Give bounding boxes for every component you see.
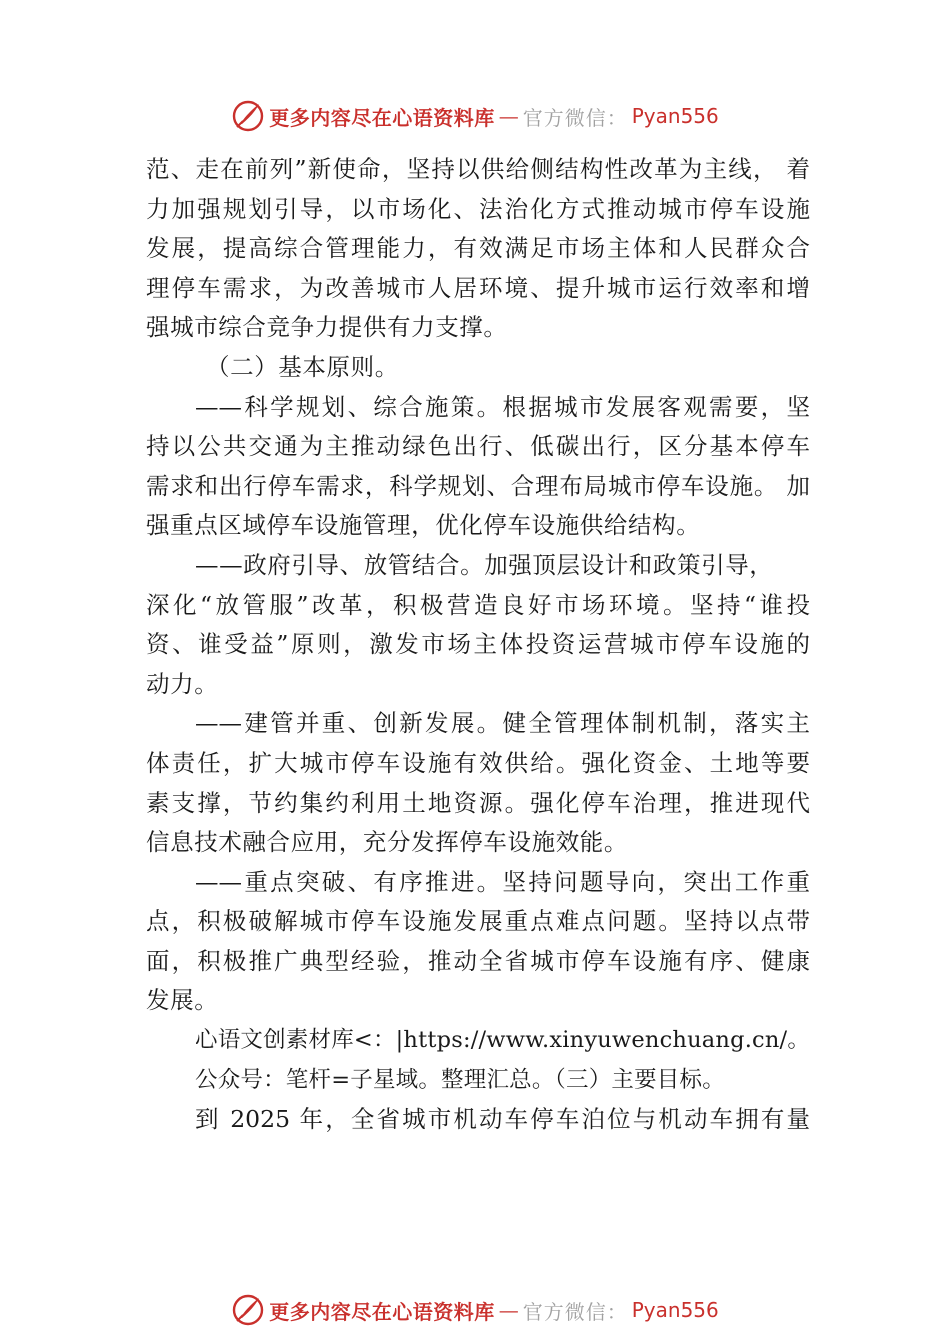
watermark-dash: —	[498, 104, 519, 128]
paragraph-line: 资、谁受益”原则，激发市场主体投资运营城市停车设施的	[146, 630, 810, 659]
paragraph-line: 范、走在前列”新使命，坚持以供给侧结构性改革为主线， 着	[146, 155, 810, 183]
document-body	[146, 150, 810, 1140]
source-note-line: 公众号：笔杆=子星域。整理汇总。（三）主要目标。	[195, 1066, 725, 1093]
section-heading: （二）基本原则。	[206, 352, 399, 381]
paragraph-line: 点，积极破解城市停车设施发展重点难点问题。坚持以点带	[146, 907, 810, 936]
header-watermark	[0, 96, 950, 136]
paragraph-line: ——政府引导、放管结合。加强顶层设计和政策引导，	[195, 550, 774, 579]
paragraph-line: 信息技术融合应用，充分发挥停车设施效能。	[146, 828, 628, 857]
paragraph-line: 发展。	[146, 986, 219, 1015]
feather-seal-icon	[231, 1293, 265, 1327]
watermark-wechat-label: 官方微信：	[522, 1299, 628, 1324]
feather-seal-icon	[231, 99, 265, 133]
source-note-line: 心语文创素材库<：|https://www.xinyuwenchuang.cn/。	[195, 1027, 810, 1054]
watermark-library-text: 更多内容尽在心语资料库	[269, 1299, 495, 1324]
paragraph-line: 力加强规划引导，以市场化、法治化方式推动城市停车设施	[146, 194, 810, 223]
paragraph-line: 深化“放管服”改革，积极营造良好市场环境。坚持“谁投	[146, 590, 810, 619]
watermark-wechat-id: Pyan556	[631, 1298, 719, 1322]
paragraph-line: 发展，提高综合管理能力，有效满足市场主体和人民群众合	[146, 234, 810, 263]
paragraph-line: 需求和出行停车需求，科学规划、合理布局城市停车设施。 加	[146, 471, 810, 500]
paragraph-line: 强城市综合竞争力提供有力支撑。	[146, 313, 508, 342]
paragraph-line: 强重点区域停车设施管理，优化停车设施供给结构。	[146, 511, 701, 540]
paragraph-line: 面，积极推广典型经验，推动全省城市停车设施有序、健康	[146, 946, 810, 975]
paragraph-line: 持以公共交通为主推动绿色出行、低碳出行，区分基本停车	[146, 432, 810, 461]
paragraph-line: ——重点突破、有序推进。坚持问题导向，突出工作重	[195, 867, 810, 896]
footer-watermark	[0, 1290, 950, 1330]
watermark-library-text: 更多内容尽在心语资料库	[269, 105, 495, 130]
paragraph-line: 素支撑，节约集约利用土地资源。强化停车治理，推进现代	[146, 788, 810, 817]
watermark-dash: —	[498, 1298, 519, 1322]
paragraph-line: ——科学规划、综合施策。根据城市发展客观需要，坚	[195, 392, 810, 421]
watermark-wechat-id: Pyan556	[631, 104, 719, 128]
paragraph-line: 体责任，扩大城市停车设施有效供给。强化资金、土地等要	[146, 748, 810, 777]
paragraph-line: ——建管并重、创新发展。健全管理体制机制，落实主	[195, 709, 810, 738]
paragraph-line: 动力。	[146, 669, 219, 698]
paragraph-line: 到 2025 年，全省城市机动车停车泊位与机动车拥有量	[195, 1105, 810, 1134]
watermark-wechat-label: 官方微信：	[522, 105, 628, 130]
paragraph-line: 理停车需求，为改善城市人居环境、提升城市运行效率和增	[146, 273, 810, 302]
